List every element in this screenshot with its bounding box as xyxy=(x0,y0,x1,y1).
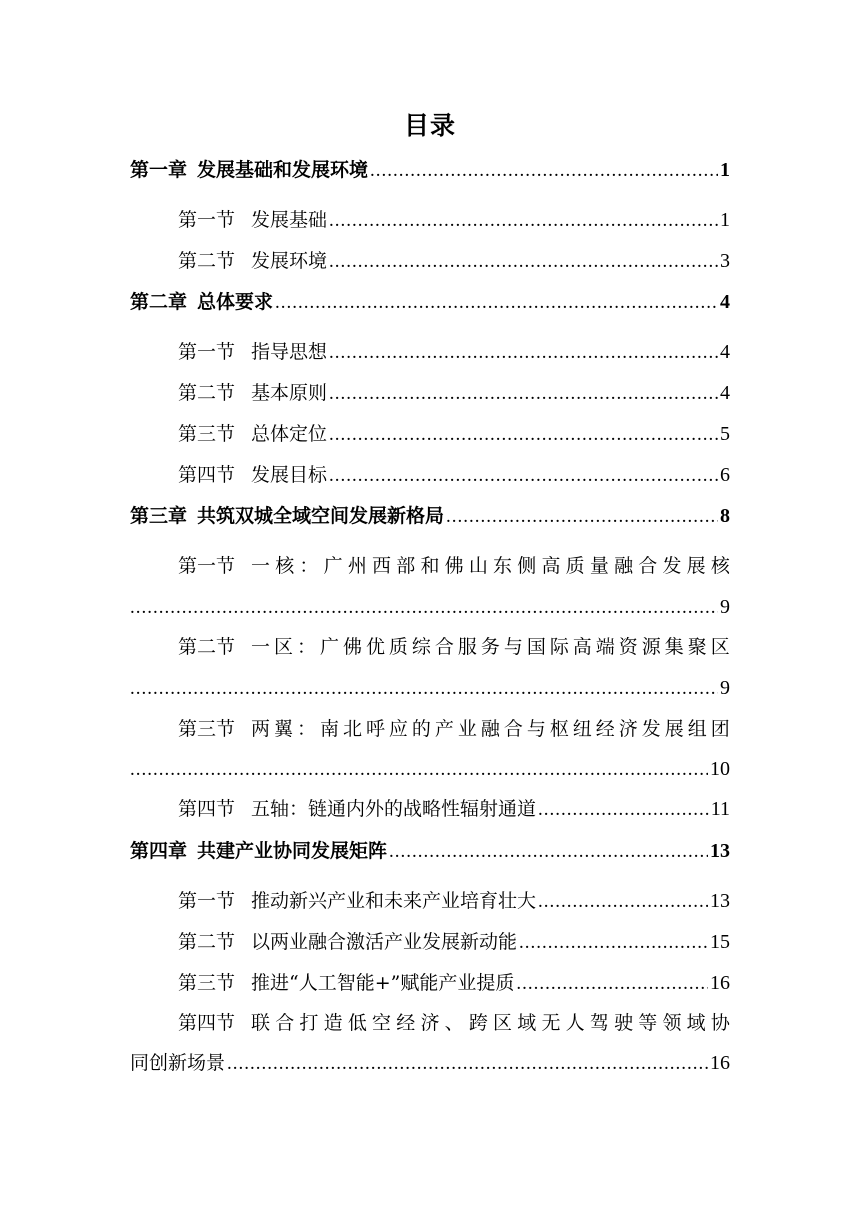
page-number: 4 xyxy=(720,291,730,313)
toc-section-4-1[interactable] xyxy=(130,888,730,915)
dot-leader xyxy=(446,504,718,530)
toc-section-1-1[interactable] xyxy=(130,207,730,234)
dot-leader xyxy=(130,757,708,783)
section-title: 推进“人工智能+”赋能产业提质 xyxy=(251,972,515,994)
section-number: 第一节 xyxy=(178,341,236,363)
toc-chapter-4[interactable] xyxy=(130,838,730,865)
dot-leader xyxy=(227,1051,708,1077)
section-title: 总体定位 xyxy=(251,423,328,445)
section-number: 第四节 xyxy=(178,1012,236,1034)
chapter-title: 总体要求 xyxy=(197,291,274,313)
section-title: 一 核 ： 广 州 西 部 和 佛 山 东 侧 高 质 量 融 合 发 展 核 xyxy=(251,555,730,577)
toc-section-3-1[interactable] xyxy=(130,553,730,579)
toc-section-3-4[interactable] xyxy=(130,796,730,823)
toc-section-3-2[interactable] xyxy=(130,634,730,660)
section-title: 基本原则 xyxy=(251,382,328,404)
toc-chapter-1[interactable] xyxy=(130,157,730,184)
section-title: 以两业融合激活产业发展新动能 xyxy=(251,931,518,953)
chapter-title: 发展基础和发展环境 xyxy=(197,159,369,181)
page-number: 4 xyxy=(720,382,730,404)
section-number: 第二节 xyxy=(178,382,236,404)
page-number: 10 xyxy=(710,758,730,780)
dot-leader xyxy=(538,797,709,823)
dot-leader xyxy=(130,676,718,702)
page-number: 16 xyxy=(710,972,730,994)
chapter-number: 第二章 xyxy=(130,291,188,313)
section-title: 发展基础 xyxy=(251,209,328,231)
page-number: 6 xyxy=(720,464,730,486)
page-number: 5 xyxy=(720,423,730,445)
toc-section-3-1-continuation[interactable] xyxy=(130,594,730,621)
section-number: 第二节 xyxy=(178,636,236,658)
section-number: 第二节 xyxy=(178,250,236,272)
section-title: 发展环境 xyxy=(251,250,328,272)
section-number: 第一节 xyxy=(178,890,236,912)
section-number: 第四节 xyxy=(178,464,236,486)
page-number: 4 xyxy=(720,341,730,363)
dot-leader xyxy=(329,381,718,407)
toc-section-2-4[interactable] xyxy=(130,462,730,489)
section-number: 第二节 xyxy=(178,931,236,953)
toc-section-4-4[interactable] xyxy=(130,1010,730,1036)
page-number: 1 xyxy=(720,209,730,231)
section-title: 推动新兴产业和未来产业培育壮大 xyxy=(251,890,537,912)
toc-section-4-3[interactable] xyxy=(130,970,730,997)
page-number: 9 xyxy=(720,677,730,699)
toc-section-2-3[interactable] xyxy=(130,421,730,448)
toc-section-3-2-continuation[interactable] xyxy=(130,675,730,702)
dot-leader xyxy=(370,158,718,184)
page-number: 15 xyxy=(710,931,730,953)
section-title-continuation: 同创新场景 xyxy=(130,1052,226,1074)
dot-leader xyxy=(538,889,708,915)
page-number: 1 xyxy=(720,159,730,181)
section-number: 第四节 xyxy=(178,798,236,820)
toc-section-2-2[interactable] xyxy=(130,380,730,407)
section-title: 联 合 打 造 低 空 经 济 、 跨 区 域 无 人 驾 驶 等 领 域 协 xyxy=(251,1012,730,1034)
dot-leader xyxy=(329,422,718,448)
dot-leader xyxy=(329,249,718,275)
section-number: 第一节 xyxy=(178,555,236,577)
dot-leader xyxy=(329,340,718,366)
page-number: 13 xyxy=(710,840,730,862)
dot-leader xyxy=(389,839,708,865)
section-number: 第三节 xyxy=(178,972,236,994)
chapter-number: 第四章 xyxy=(130,840,188,862)
toc-section-4-4-continuation[interactable] xyxy=(130,1050,730,1077)
page-number: 9 xyxy=(720,596,730,618)
section-number: 第三节 xyxy=(178,423,236,445)
chapter-number: 第一章 xyxy=(130,159,188,181)
toc-chapter-2[interactable] xyxy=(130,289,730,316)
toc-chapter-3[interactable] xyxy=(130,503,730,530)
section-title: 五轴：链通内外的战略性辐射通道 xyxy=(251,798,537,820)
chapter-title: 共筑双城全域空间发展新格局 xyxy=(197,505,445,527)
toc-section-1-2[interactable] xyxy=(130,248,730,275)
dot-leader xyxy=(130,595,718,621)
section-title: 两 翼 ： 南 北 呼 应 的 产 业 融 合 与 枢 纽 经 济 发 展 组 团 xyxy=(251,718,730,740)
chapter-number: 第三章 xyxy=(130,505,188,527)
toc-section-2-1[interactable] xyxy=(130,339,730,366)
toc-section-3-3-continuation[interactable] xyxy=(130,756,730,783)
dot-leader xyxy=(329,463,718,489)
page-number: 8 xyxy=(720,505,730,527)
section-title: 发展目标 xyxy=(251,464,328,486)
section-number: 第三节 xyxy=(178,718,236,740)
toc-section-4-2[interactable] xyxy=(130,929,730,956)
section-title: 指导思想 xyxy=(251,341,328,363)
dot-leader xyxy=(275,290,718,316)
dot-leader xyxy=(519,930,708,956)
page-number: 3 xyxy=(720,250,730,272)
dot-leader xyxy=(516,971,708,997)
chapter-title: 共建产业协同发展矩阵 xyxy=(197,840,388,862)
section-title: 一 区 ： 广 佛 优 质 综 合 服 务 与 国 际 高 端 资 源 集 聚 区 xyxy=(251,636,730,658)
dot-leader xyxy=(329,208,718,234)
page-number: 13 xyxy=(710,890,730,912)
toc-section-3-3[interactable] xyxy=(130,716,730,742)
page-number: 16 xyxy=(710,1052,730,1074)
toc-title: 目录 xyxy=(403,111,456,140)
page-number: 11 xyxy=(710,798,730,820)
section-number: 第一节 xyxy=(178,209,236,231)
